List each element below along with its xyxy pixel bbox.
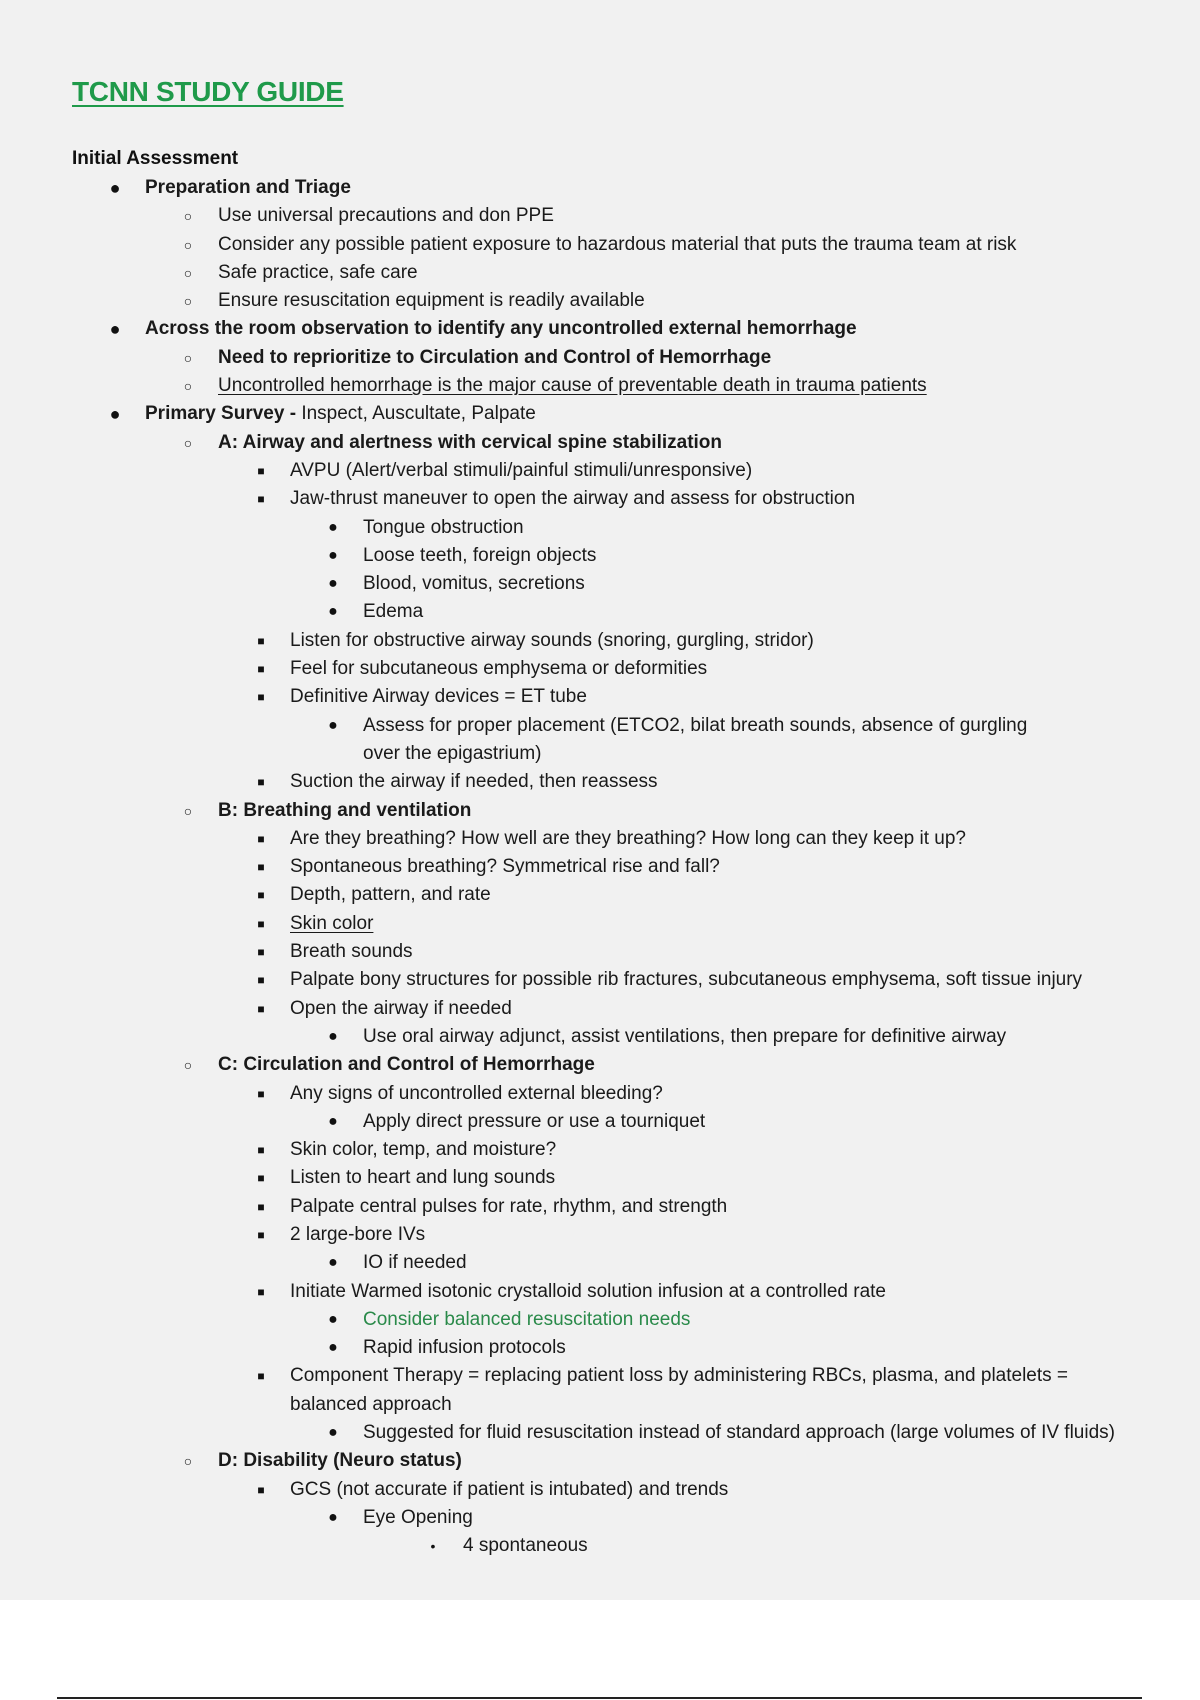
outline-item-text [363, 598, 423, 626]
outline-item-text [363, 1108, 705, 1136]
item-label: Listen for obstructive airway sounds (snoring, gurgling, stridor) [290, 629, 814, 651]
outline-item [0, 542, 1200, 570]
outline-item-text [290, 1221, 425, 1249]
bullet-icon: ■ [257, 463, 265, 478]
item-label: Primary Survey - [145, 403, 302, 425]
item-label: Skin color [290, 912, 374, 934]
item-label: Depth, pattern, and rate [290, 884, 491, 906]
bullet-icon: ■ [257, 831, 265, 846]
outline-item [0, 1249, 1200, 1277]
item-label: Blood, vomitus, secretions [363, 573, 585, 595]
outline-item [0, 881, 1200, 909]
outline-item [0, 1108, 1200, 1136]
outline-item [0, 287, 1200, 315]
item-label: Breath sounds [290, 941, 413, 963]
outline-item [0, 400, 1200, 428]
outline-item-text [218, 372, 927, 400]
outline-item [0, 372, 1200, 400]
item-label: Suction the airway if needed, then reassess [290, 771, 658, 793]
outline-item-text [290, 1476, 728, 1504]
bullet-icon: ■ [257, 860, 265, 875]
item-label: Are they breathing? How well are they breathing? How long can they keep it up? [290, 827, 966, 849]
item-label: Definitive Airway devices = ET tube [290, 686, 587, 708]
outline-item [0, 627, 1200, 655]
outline-item [0, 485, 1200, 513]
item-label: Listen to heart and lung sounds [290, 1167, 556, 1189]
outline-item [0, 1051, 1200, 1079]
bullet-icon: ○ [183, 293, 193, 310]
outline-item [0, 797, 1200, 825]
outline-item [0, 1278, 1200, 1306]
outline-item-text [218, 202, 554, 230]
item-label: Palpate central pulses for rate, rhythm, and strength [290, 1195, 728, 1217]
item-label: D: Disability (Neuro status) [218, 1450, 462, 1472]
item-label: Eye Opening [363, 1506, 473, 1528]
item-label: Use oral airway adjunct, assist ventilations, then prepare for definitive airway [363, 1025, 1007, 1047]
outline-item [0, 740, 1200, 768]
outline-item [0, 655, 1200, 683]
item-label: Loose teeth, foreign objects [363, 544, 597, 566]
outline-item [0, 966, 1200, 994]
outline-item [0, 1080, 1200, 1108]
bullet-icon: ● [109, 319, 121, 340]
item-label: A: Airway and alertness with cervical spine stabilization [218, 431, 723, 453]
item-label: C: Circulation and Control of Hemorrhage [218, 1054, 595, 1076]
bullet-icon: ● [328, 1508, 338, 1526]
bullet-icon: ● [328, 1424, 338, 1442]
outline-item-text [363, 1504, 473, 1532]
item-label: Use universal precautions and don PPE [218, 205, 554, 227]
outline-item-text [218, 1447, 462, 1475]
item-label: Edema [363, 601, 424, 623]
bullet-icon: ■ [257, 1143, 265, 1158]
item-label: Consider balanced resuscitation needs [363, 1308, 691, 1330]
bullet-icon: ● [328, 546, 338, 564]
bullet-icon: ■ [257, 888, 265, 903]
bullet-icon: ■ [257, 492, 265, 507]
outline-item [0, 1447, 1200, 1475]
item-label: Skin color, temp, and moisture? [290, 1139, 557, 1161]
bullet-icon: ■ [257, 1482, 265, 1497]
outline-item [0, 1419, 1200, 1447]
outline-item [0, 1221, 1200, 1249]
bullet-icon: ■ [257, 1227, 265, 1242]
outline-item-text [290, 1164, 555, 1192]
item-label: Suggested for fluid resuscitation instead of standard approach (large volumes of IV fluids) [363, 1422, 1115, 1444]
item-label: Rapid infusion protocols [363, 1337, 566, 1359]
item-label: Apply direct pressure or use a tourniquet [363, 1110, 706, 1132]
bullet-icon: ○ [183, 434, 193, 451]
bullet-icon: ■ [257, 1086, 265, 1101]
footer-rule [57, 1697, 1142, 1699]
item-label: 4 spontaneous [463, 1535, 588, 1557]
bullet-icon: ○ [183, 1453, 193, 1470]
outline-item [0, 598, 1200, 626]
outline-item-text [218, 344, 771, 372]
outline-item-text [290, 966, 1082, 994]
bullet-icon: ■ [257, 1369, 265, 1384]
outline-item-text [290, 1136, 556, 1164]
outline-item [0, 429, 1200, 457]
outline-item-text [363, 1249, 467, 1277]
item-label: IO if needed [363, 1252, 467, 1274]
outline-item [0, 457, 1200, 485]
outline-item-text [363, 514, 524, 542]
outline-item-text [290, 881, 491, 909]
outline-item-text [290, 853, 720, 881]
outline-item [0, 1193, 1200, 1221]
item-label: Any signs of uncontrolled external bleeding? [290, 1082, 663, 1104]
outline-item-text [290, 1362, 1068, 1390]
outline-item [0, 712, 1200, 740]
bullet-icon: ■ [257, 1199, 265, 1214]
bullet-icon: ○ [183, 236, 193, 253]
outline-item [0, 825, 1200, 853]
outline-item-text [290, 1080, 663, 1108]
bullet-icon: ● [328, 1254, 338, 1272]
outline-item [0, 938, 1200, 966]
outline-item [0, 1023, 1200, 1051]
bullet-icon: ■ [257, 916, 265, 931]
bullet-icon: ■ [257, 1284, 265, 1299]
bullet-icon: ○ [183, 378, 193, 395]
item-label: Consider any possible patient exposure to hazardous material that puts the trauma team at risk [218, 233, 1017, 255]
bullet-icon: ■ [257, 690, 265, 705]
outline-item-text [218, 231, 1016, 259]
outline-item-text [463, 1532, 588, 1560]
item-label: Palpate bony structures for possible rib fractures, subcutaneous emphysema, soft tissue injury [290, 969, 1083, 991]
bullet-icon: ■ [257, 633, 265, 648]
outline-item-text [218, 1051, 595, 1079]
bullet-icon: ■ [257, 973, 265, 988]
item-label: balanced approach [290, 1393, 452, 1415]
outline-item-text [145, 174, 351, 202]
outline-item-text [363, 1334, 566, 1362]
outline-item [0, 768, 1200, 796]
outline-item-text [218, 429, 722, 457]
bullet-icon: ● [328, 1310, 338, 1328]
outline-item [0, 174, 1200, 202]
bullet-icon: • [430, 1538, 436, 1555]
outline-item [0, 910, 1200, 938]
outline-item-text [290, 1278, 886, 1306]
bullet-icon: ● [328, 1112, 338, 1130]
outline-item [0, 683, 1200, 711]
outline-item [0, 1136, 1200, 1164]
outline-item [0, 315, 1200, 343]
item-label: Preparation and Triage [145, 177, 351, 198]
outline-item-text [290, 683, 587, 711]
outline-item-text [363, 1023, 1006, 1051]
outline-item-text [290, 825, 966, 853]
outline-item [0, 259, 1200, 287]
outline-item [0, 1362, 1200, 1390]
item-label: AVPU (Alert/verbal stimuli/painful stimuli/unresponsive) [290, 459, 753, 481]
outline-item-text [290, 485, 855, 513]
document-title: TCNN STUDY GUIDE [72, 76, 344, 107]
bullet-icon: ● [328, 575, 338, 593]
outline-item [0, 514, 1200, 542]
outline-item [0, 570, 1200, 598]
item-label: over the epigastrium) [363, 742, 542, 764]
outline-item-text [290, 938, 413, 966]
outline-list [0, 174, 1200, 1561]
outline-item [0, 1334, 1200, 1362]
outline-item-text [290, 768, 658, 796]
bullet-icon: ● [109, 178, 121, 198]
bullet-icon: ○ [183, 1057, 193, 1074]
bullet-icon: ○ [183, 208, 193, 225]
bullet-icon: ■ [257, 662, 265, 677]
outline-item [0, 202, 1200, 230]
outline-item-text [218, 259, 418, 287]
outline-item-text [145, 400, 536, 428]
outline-item-text [290, 1193, 727, 1221]
outline-item [0, 1532, 1200, 1560]
bullet-icon: ● [328, 603, 338, 621]
section-heading: Initial Assessment [72, 148, 239, 169]
outline-item [0, 853, 1200, 881]
item-label: Across the room observation to identify any uncontrolled external hemorrhage [145, 318, 857, 340]
outline-item [0, 1164, 1200, 1192]
item-label: Component Therapy = replacing patient loss by administering RBCs, plasma, and platelets = [290, 1365, 1069, 1387]
item-label: Spontaneous breathing? Symmetrical rise and fall? [290, 856, 720, 878]
outline-item-text [145, 315, 857, 343]
outline-item [0, 1391, 1200, 1419]
bullet-icon: ■ [257, 775, 265, 790]
item-label: Uncontrolled hemorrhage is the major cause of preventable death in trauma patients [218, 375, 927, 397]
item-label: Tongue obstruction [363, 516, 524, 538]
item-label: Need to reprioritize to Circulation and Control of Hemorrhage [218, 346, 772, 368]
outline-item-text [363, 1419, 1115, 1447]
outline-item-text [363, 542, 596, 570]
item-label: Open the airway if needed [290, 997, 512, 1019]
item-label: B: Breathing and ventilation [218, 799, 472, 821]
outline-item-text [290, 910, 373, 938]
outline-item-text [363, 570, 585, 598]
outline-item [0, 1476, 1200, 1504]
outline-item [0, 1306, 1200, 1334]
outline-item-text [290, 655, 707, 683]
bullet-icon: ● [109, 404, 121, 425]
outline-item [0, 231, 1200, 259]
outline-item-text [290, 627, 814, 655]
outline-item-text [290, 457, 752, 485]
outline-item-text [290, 1391, 452, 1419]
bullet-icon: ■ [257, 1171, 265, 1186]
bullet-icon: ○ [183, 264, 193, 281]
outline-item [0, 344, 1200, 372]
outline-item-text [218, 287, 645, 315]
item-label: Assess for proper placement (ETCO2, bilat breath sounds, absence of gurgling [363, 714, 1028, 736]
item-label: Initiate Warmed isotonic crystalloid solution infusion at a controlled rate [290, 1280, 886, 1302]
outline-item-text [218, 797, 471, 825]
outline-item [0, 995, 1200, 1023]
outline-item-text [363, 1306, 690, 1334]
outline-item-text [363, 740, 541, 768]
item-label: Ensure resuscitation equipment is readily available [218, 290, 645, 312]
bullet-icon: ■ [257, 1001, 265, 1016]
item-label-extra: Inspect, Auscultate, Palpate [301, 403, 536, 425]
outline-item [0, 1504, 1200, 1532]
item-label: Jaw-thrust maneuver to open the airway and assess for obstruction [290, 488, 856, 510]
outline-item-text [290, 995, 512, 1023]
item-label: Feel for subcutaneous emphysema or deformities [290, 658, 708, 680]
item-label: GCS (not accurate if patient is intubated) and trends [290, 1478, 729, 1500]
bullet-icon: ○ [183, 802, 193, 819]
item-label: 2 large-bore IVs [290, 1223, 426, 1245]
item-label: Safe practice, safe care [218, 261, 418, 283]
bullet-icon: ○ [183, 349, 193, 366]
bullet-icon: ● [328, 1339, 338, 1357]
bullet-icon: ■ [257, 945, 265, 960]
bullet-icon: ● [328, 518, 338, 536]
bullet-icon: ● [328, 1027, 338, 1045]
bullet-icon: ● [328, 716, 338, 734]
outline-item-text [363, 712, 1027, 740]
